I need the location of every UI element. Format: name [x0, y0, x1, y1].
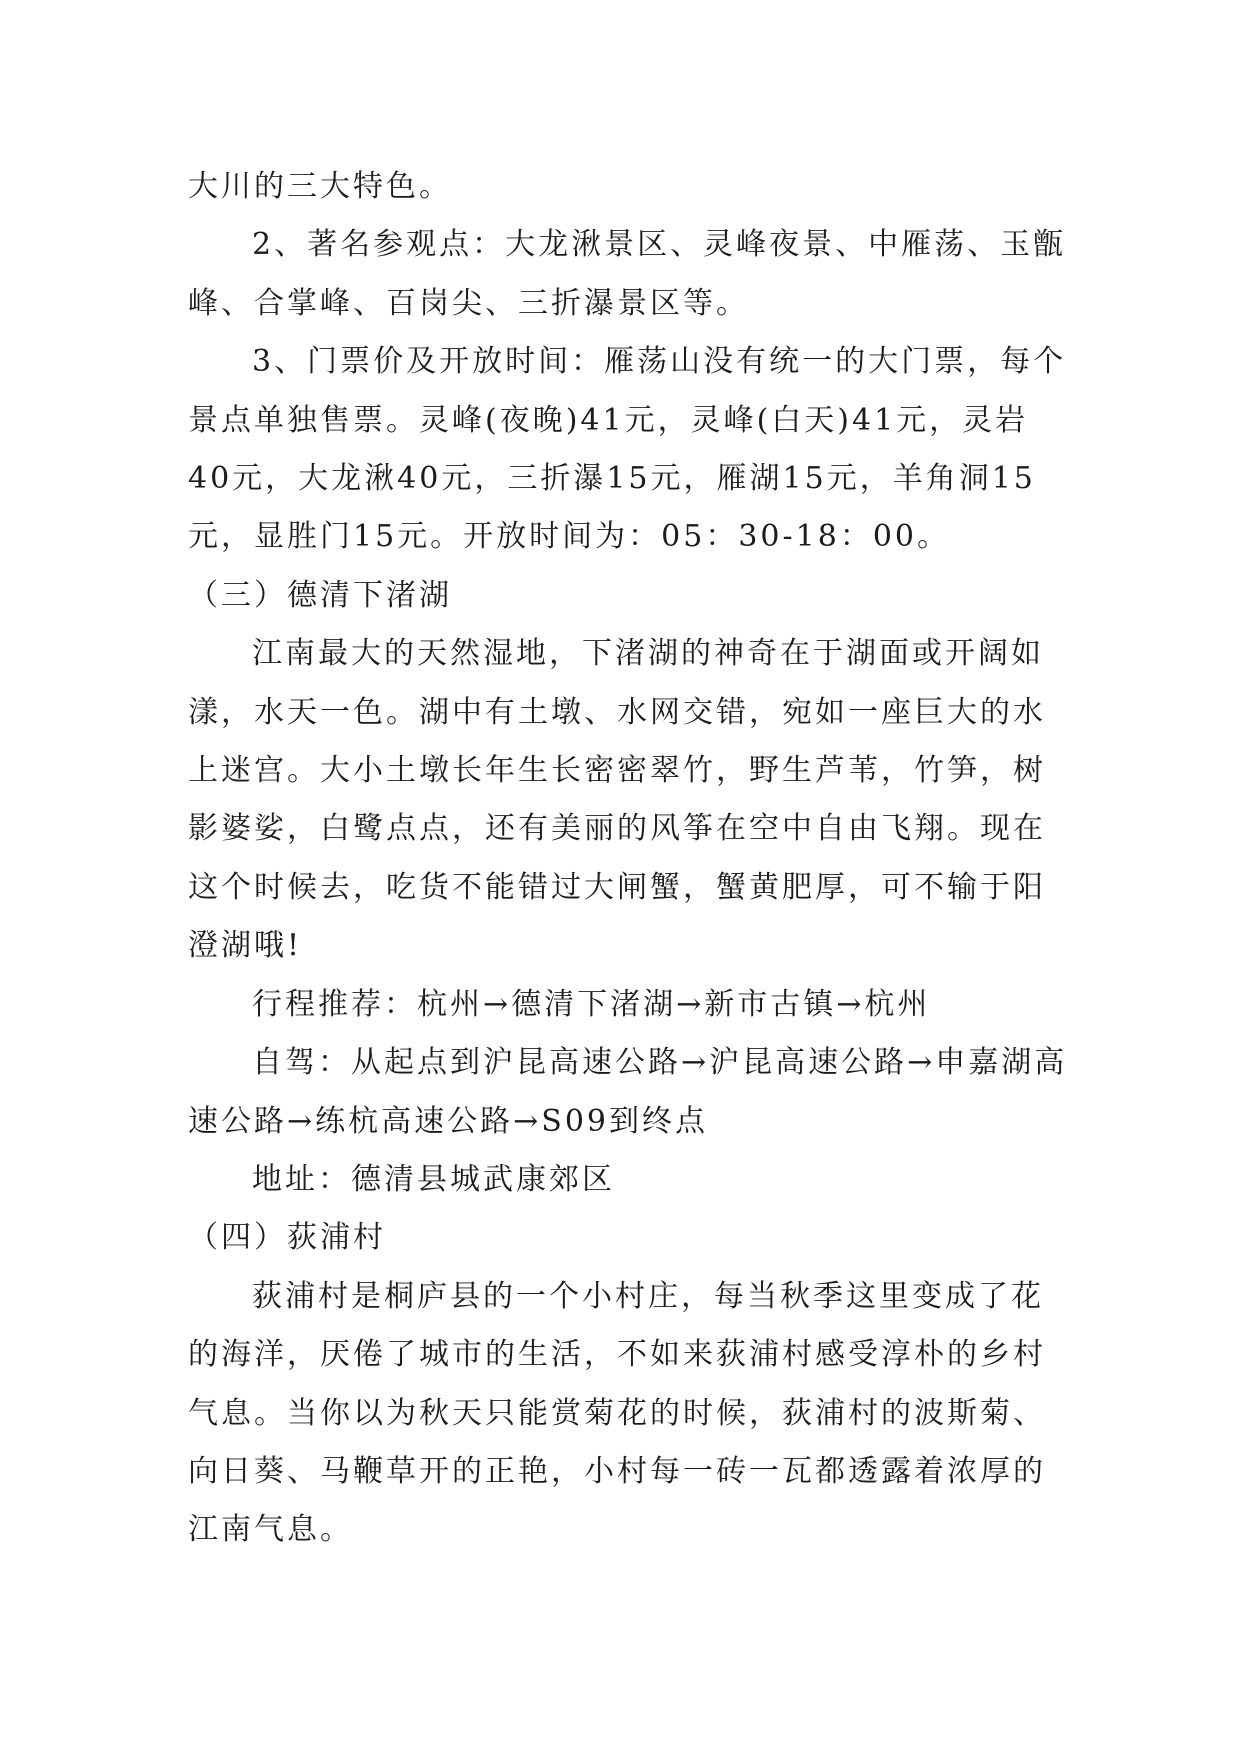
paragraph-xiazhu-lake: 江南最大的天然湿地，下渚湖的神奇在于湖面或开阔如漾，水天一色。湖中有土墩、水网交错，宛如一座巨大的水上迷宫。大小土墩长年生长密密翠竹，野生芦苇，竹笋，树影婆娑，白鹭点点，还有美丽的风筝在空中自由飞翔。现在这个时候去，吃货不能错过大闸蟹，蟹黄肥厚，可不输于阳澄湖哦! — [188, 636, 1046, 964]
paragraph-dipu-village: 荻浦村是桐庐县的一个小村庄，每当秋季这里变成了花的海洋，厌倦了城市的生活，不如来荻浦村感受淳朴的乡村气息。当你以为秋天只能赏菊花的时候，荻浦村的波斯菊、向日葵、马鞭草开的正艳，小村每一砖一瓦都透露着浓厚的江南气息。 — [188, 1278, 1046, 1548]
paragraph-address: 地址：德清县城武康郊区 — [252, 1161, 615, 1197]
paragraph-famous-sights: 2、著名参观点：大龙湫景区、灵峰夜景、中雁荡、玉甑峰、合掌峰、百岗尖、三折瀑景区等。 — [188, 227, 1067, 321]
paragraph-ticket-prices: 3、门票价及开放时间：雁荡山没有统一的大门票，每个景点单独售票。灵峰(夜晚)41元，灵峰(白天)41元，灵岩40元，大龙湫40元，三折瀑15元，雁湖15元，羊角洞15元，显胜门15元。开放时间为：05：30-18：00。 — [188, 344, 1067, 555]
document-body — [188, 158, 1068, 1560]
section-heading-dipu-village: （四）荻浦村 — [188, 1220, 386, 1256]
paragraph-continuation: 大川的三大特色。 — [188, 169, 452, 204]
paragraph-self-drive: 自驾：从起点到沪昆高速公路→沪昆高速公路→申嘉湖高速公路→练杭高速公路→S09到终点 — [188, 1045, 1068, 1139]
section-heading-xiazhu-lake: （三）德清下渚湖 — [188, 577, 452, 613]
paragraph-itinerary: 行程推荐：杭州→德清下渚湖→新市古镇→杭州 — [252, 986, 931, 1022]
